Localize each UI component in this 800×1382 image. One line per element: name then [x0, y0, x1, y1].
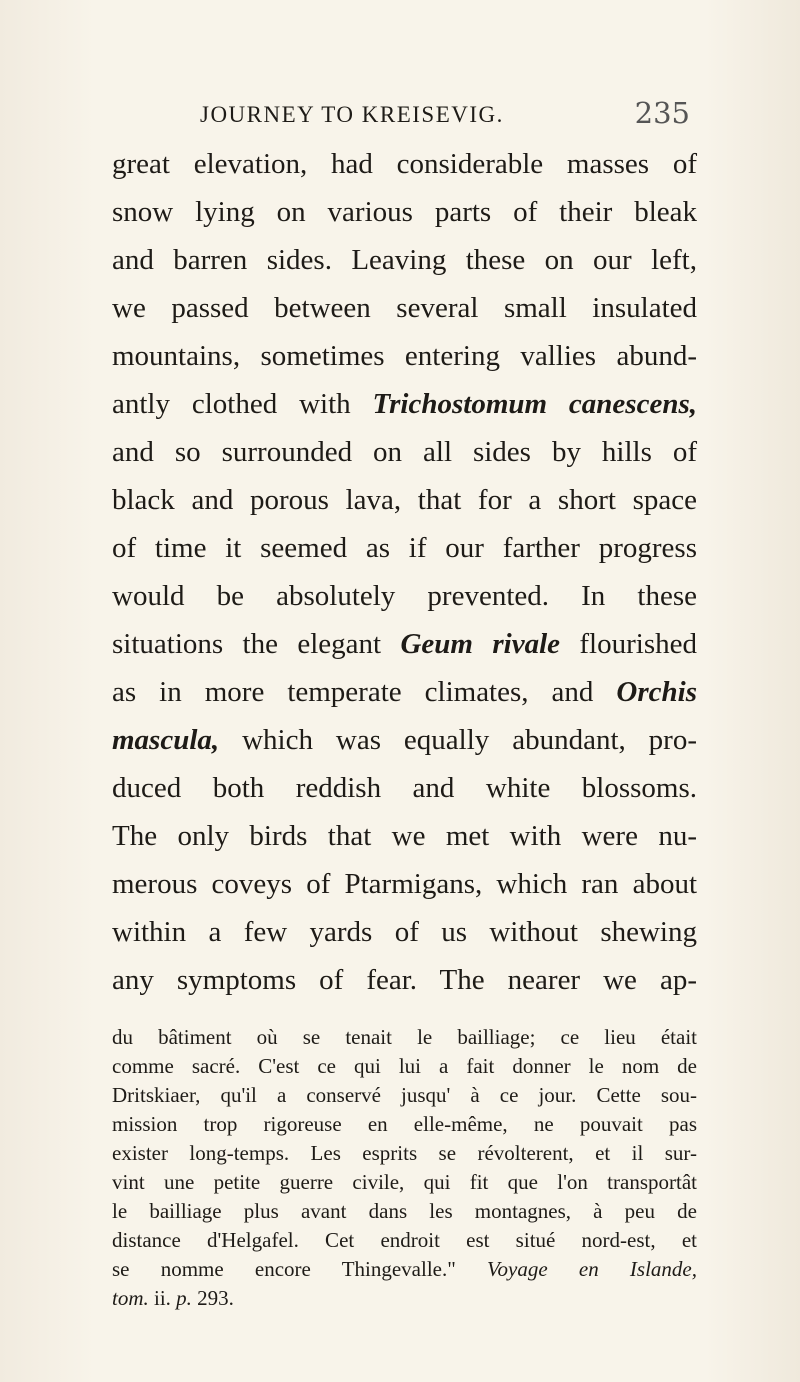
- text-line-1: great elevation, had considerable masses of: [112, 148, 697, 180]
- text-line-8: black and porous lava, that for a short space: [112, 484, 697, 516]
- species-name: Geum rivale: [400, 628, 561, 660]
- citation-page: p.: [176, 1286, 192, 1310]
- text-line-15: The only birds that we met with were nu-: [112, 820, 697, 852]
- text-line-13: mascula, which was equally abundant, pro-: [112, 724, 697, 756]
- footnote-line-5: exister long-temps. Les esprits se révolterent, et il sur-: [112, 1141, 697, 1165]
- footnote: [112, 1023, 697, 1313]
- text-line-11: situations the elegant Geum rivale flourished: [112, 628, 697, 660]
- text-line-16: merous coveys of Ptarmigans, which ran about: [112, 868, 697, 900]
- footnote-line-3: Dritskiaer, qu'il a conservé jusqu' à ce jour. Cette sou-: [112, 1083, 697, 1107]
- species-name: mascula,: [112, 724, 220, 756]
- footnote-line-8: distance d'Helgafel. Cet endroit est situé nord-est, et: [112, 1228, 697, 1252]
- footnote-line-1: du bâtiment où se tenait le bailliage; ce lieu était: [112, 1025, 697, 1049]
- text-line-2: snow lying on various parts of their bleak: [112, 196, 697, 228]
- text-line-6: antly clothed with Trichostomum canescens,: [112, 388, 697, 420]
- footnote-line-2: comme sacré. C'est ce qui lui a fait donner le nom de: [112, 1054, 697, 1078]
- text-line-9: of time it seemed as if our farther progress: [112, 532, 697, 564]
- text-line-4: we passed between several small insulated: [112, 292, 697, 324]
- text-line-7: and so surrounded on all sides by hills of: [112, 436, 697, 468]
- footnote-line-6: vint une petite guerre civile, qui fit que l'on transportât: [112, 1170, 697, 1194]
- running-title: JOURNEY TO KREISEVIG.: [200, 102, 504, 127]
- page-number: 235: [634, 96, 690, 130]
- text-line-12: as in more temperate climates, and Orchis: [112, 676, 697, 708]
- species-name: Orchis: [616, 676, 697, 708]
- text-line-10: would be absolutely prevented. In these: [112, 580, 697, 612]
- citation-volume: tom.: [112, 1286, 149, 1310]
- footnote-line-4: mission trop rigoreuse en elle-même, ne pouvait pas: [112, 1112, 697, 1136]
- footnote-line-9: se nomme encore Thingevalle." Voyage en Islande,: [112, 1257, 697, 1281]
- text-line-14: duced both reddish and white blossoms.: [112, 772, 697, 804]
- text-line-5: mountains, sometimes entering vallies abund-: [112, 340, 697, 372]
- text-line-18: any symptoms of fear. The nearer we ap-: [112, 964, 697, 996]
- species-name: Trichostomum canescens,: [372, 388, 697, 420]
- footnote-line-10: tom. ii. p. 293.: [112, 1286, 234, 1310]
- footnote-line-7: le bailliage plus avant dans les montagnes, à peu de: [112, 1199, 697, 1223]
- text-line-17: within a few yards of us without shewing: [112, 916, 697, 948]
- text-line-3: and barren sides. Leaving these on our left,: [112, 244, 697, 276]
- citation-title: Voyage en Islande,: [487, 1257, 697, 1281]
- page-header: [200, 96, 690, 142]
- main-text: [112, 140, 697, 1004]
